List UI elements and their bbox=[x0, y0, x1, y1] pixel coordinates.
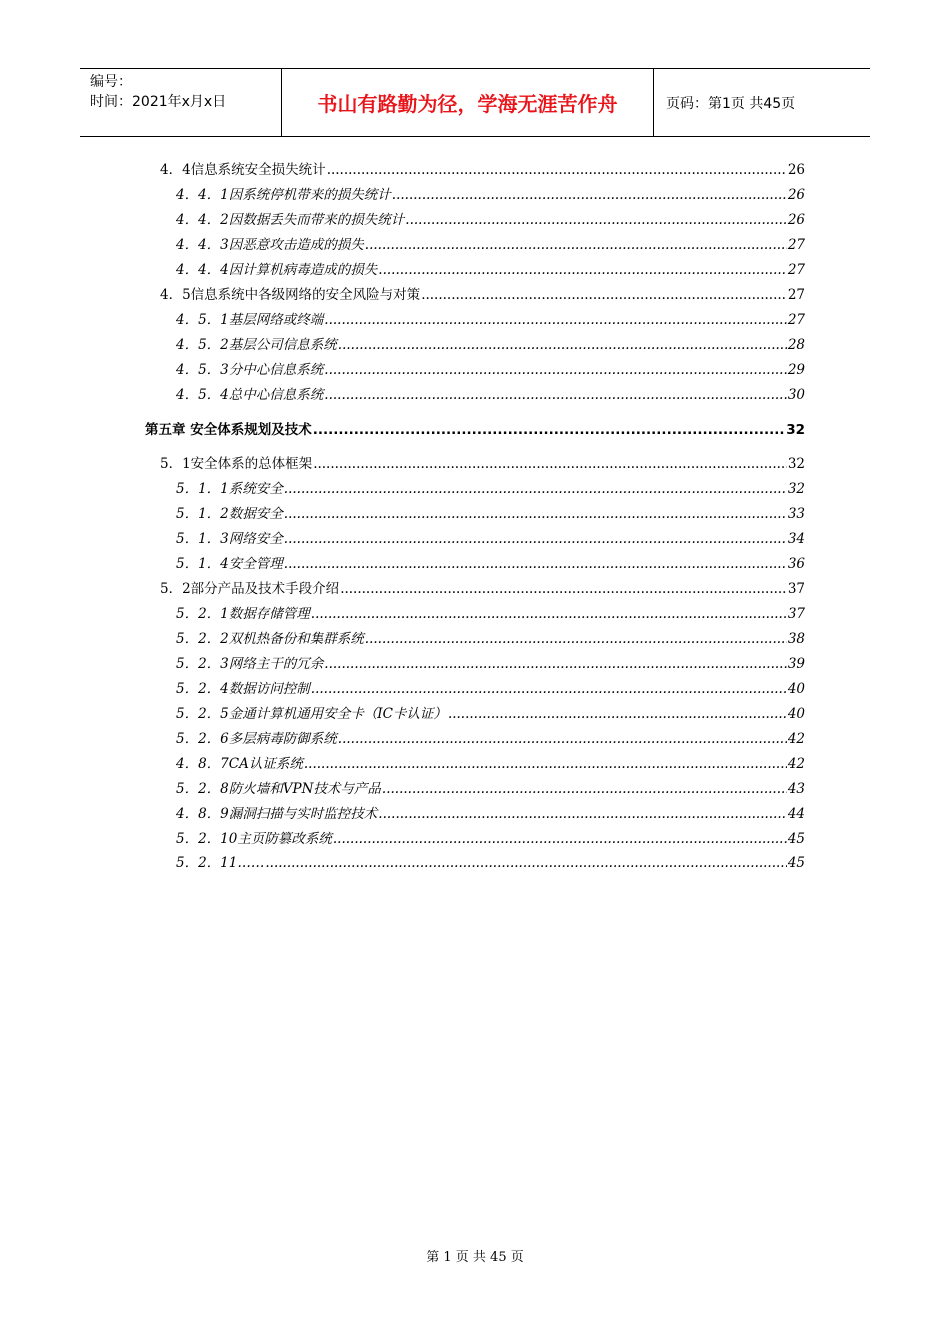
toc-leader bbox=[284, 554, 787, 574]
toc-entry[interactable] bbox=[176, 704, 805, 724]
toc-title: 5．1．3网络安全 bbox=[176, 531, 283, 547]
toc-title: 4．4．2因数据丢失而带来的损失统计 bbox=[176, 212, 405, 228]
toc-leader bbox=[313, 420, 786, 440]
toc-title: 5．2．10主页防篡改系统 bbox=[176, 831, 332, 847]
toc-leader bbox=[338, 729, 787, 749]
toc-title: 5．1．4安全管理 bbox=[176, 556, 283, 572]
toc-entry[interactable] bbox=[176, 604, 805, 624]
toc-entry[interactable] bbox=[176, 235, 805, 255]
toc-leader bbox=[304, 754, 787, 774]
toc-page-number: 27 bbox=[787, 262, 805, 278]
toc-title: 第五章 安全体系规划及技术 bbox=[145, 422, 312, 438]
toc-title: 4．4．4因计算机病毒造成的损失 bbox=[176, 262, 378, 278]
toc-page-number: 45 bbox=[787, 855, 805, 871]
toc-entry[interactable] bbox=[160, 160, 805, 180]
toc-page-number: 26 bbox=[787, 212, 805, 228]
header-page-info: 页码：第1页 共45页 bbox=[666, 95, 796, 112]
toc-chapter[interactable] bbox=[145, 420, 805, 440]
toc-leader bbox=[338, 335, 787, 355]
toc-entry[interactable] bbox=[176, 654, 805, 674]
toc-page-number: 26 bbox=[787, 187, 805, 203]
toc-leader bbox=[392, 185, 787, 205]
toc-leader bbox=[265, 853, 786, 873]
toc-leader bbox=[378, 260, 787, 280]
toc-leader bbox=[378, 804, 787, 824]
toc-page-number: 45 bbox=[787, 831, 805, 847]
toc-entry[interactable] bbox=[176, 185, 805, 205]
toc-page-number: 34 bbox=[787, 531, 805, 547]
toc-leader bbox=[324, 654, 787, 674]
toc-title: 5．2．2双机热备份和集群系统 bbox=[176, 631, 364, 647]
toc-page-number: 39 bbox=[787, 656, 805, 672]
toc-entry[interactable] bbox=[176, 729, 805, 749]
toc-leader bbox=[382, 779, 787, 799]
toc-title: 4．5．3分中心信息系统 bbox=[176, 362, 324, 378]
toc-title: 4．5．2基层公司信息系统 bbox=[176, 337, 337, 353]
toc-leader bbox=[284, 504, 787, 524]
toc-page-number: 40 bbox=[787, 681, 805, 697]
toc-title: 5．2．1数据存储管理 bbox=[176, 606, 310, 622]
toc-page-number: 36 bbox=[787, 556, 805, 572]
time-label: 时间：2021年x月x日 bbox=[90, 94, 227, 110]
toc-entry[interactable] bbox=[176, 853, 805, 873]
toc-leader bbox=[311, 679, 787, 699]
toc-entry[interactable] bbox=[176, 260, 805, 280]
toc-page-number: 26 bbox=[787, 162, 805, 178]
toc-entry[interactable] bbox=[176, 804, 805, 824]
toc-leader bbox=[313, 454, 787, 474]
toc-entry[interactable] bbox=[176, 310, 805, 330]
toc-title: 4．5信息系统中各级网络的安全风险与对策 bbox=[160, 287, 421, 303]
toc-page-number: 32 bbox=[787, 456, 805, 472]
toc-entry[interactable] bbox=[176, 360, 805, 380]
toc-title: 5．2．3网络主干的冗余 bbox=[176, 656, 324, 672]
toc-title: 5．2．4数据访问控制 bbox=[176, 681, 310, 697]
page-footer: 第 1 页 共 45 页 bbox=[426, 1250, 524, 1265]
header-meta bbox=[80, 69, 282, 136]
toc-page-number: 37 bbox=[787, 581, 805, 597]
toc-entry[interactable] bbox=[160, 285, 805, 305]
toc-page-number: 32 bbox=[787, 481, 805, 497]
toc-title: 4．5．4总中心信息系统 bbox=[176, 387, 324, 403]
toc-title: 4．8．7CA认证系统 bbox=[176, 756, 303, 772]
toc-leader bbox=[284, 529, 787, 549]
number-label: 编号： bbox=[90, 74, 132, 90]
toc-entry[interactable] bbox=[176, 335, 805, 355]
toc-leader bbox=[324, 310, 787, 330]
toc-title: 5．2．11…… bbox=[176, 855, 265, 871]
toc-page-number: 32 bbox=[786, 422, 805, 438]
toc-leader bbox=[421, 285, 787, 305]
toc-page-number: 44 bbox=[787, 806, 805, 822]
toc-entry[interactable] bbox=[176, 829, 805, 849]
toc-title: 4．4．3因恶意攻击造成的损失 bbox=[176, 237, 364, 253]
toc-title: 5．2部分产品及技术手段介绍 bbox=[160, 581, 340, 597]
toc-entry[interactable] bbox=[176, 479, 805, 499]
page-header bbox=[80, 68, 870, 137]
toc-entry[interactable] bbox=[160, 454, 805, 474]
toc-page-number: 30 bbox=[787, 387, 805, 403]
toc-title: 5．1安全体系的总体框架 bbox=[160, 456, 313, 472]
toc-entry[interactable] bbox=[176, 554, 805, 574]
toc-leader bbox=[284, 479, 787, 499]
header-motto: 书山有路勤为径，学海无涯苦作舟 bbox=[282, 69, 654, 136]
toc-title: 5．2．6多层病毒防御系统 bbox=[176, 731, 337, 747]
toc-title: 5．1．1系统安全 bbox=[176, 481, 283, 497]
toc-entry[interactable] bbox=[176, 529, 805, 549]
toc-leader bbox=[333, 829, 787, 849]
toc-title: 5．2．8防火墙和VPN技术与产品 bbox=[176, 781, 381, 797]
toc-page-number: 27 bbox=[787, 287, 805, 303]
toc-title: 5．1．2数据安全 bbox=[176, 506, 283, 522]
toc-page-number: 37 bbox=[787, 606, 805, 622]
toc-page-number: 42 bbox=[787, 731, 805, 747]
toc-leader bbox=[327, 160, 787, 180]
toc-entry[interactable] bbox=[176, 504, 805, 524]
toc-page-number: 43 bbox=[787, 781, 805, 797]
toc-entry[interactable] bbox=[176, 385, 805, 405]
toc-leader bbox=[311, 604, 787, 624]
toc-title: 4．4信息系统安全损失统计 bbox=[160, 162, 326, 178]
toc-page-number: 27 bbox=[787, 237, 805, 253]
toc-leader bbox=[448, 704, 787, 724]
toc-page-number: 27 bbox=[787, 312, 805, 328]
toc-page-number: 40 bbox=[787, 706, 805, 722]
toc-entry[interactable] bbox=[176, 754, 805, 774]
toc-page-number: 28 bbox=[787, 337, 805, 353]
toc-entry[interactable] bbox=[176, 629, 805, 649]
toc-leader bbox=[324, 360, 787, 380]
toc-title: 4．4．1因系统停机带来的损失统计 bbox=[176, 187, 391, 203]
toc-leader bbox=[405, 210, 787, 230]
toc-page-number: 33 bbox=[787, 506, 805, 522]
toc-page-number: 29 bbox=[787, 362, 805, 378]
toc-entry[interactable] bbox=[176, 210, 805, 230]
toc-entry[interactable] bbox=[176, 679, 805, 699]
toc-title: 5．2．5金通计算机通用安全卡（IC卡认证） bbox=[176, 706, 447, 722]
toc-entry[interactable] bbox=[160, 579, 805, 599]
toc-page-number: 38 bbox=[787, 631, 805, 647]
toc-leader bbox=[324, 385, 787, 405]
toc-leader bbox=[340, 579, 787, 599]
toc-title: 4．5．1基层网络或终端 bbox=[176, 312, 324, 328]
toc-entry[interactable] bbox=[176, 779, 805, 799]
toc-leader bbox=[365, 235, 787, 255]
toc-leader bbox=[365, 629, 787, 649]
toc-page-number: 42 bbox=[787, 756, 805, 772]
toc-title: 4．8．9漏洞扫描与实时监控技术 bbox=[176, 806, 378, 822]
